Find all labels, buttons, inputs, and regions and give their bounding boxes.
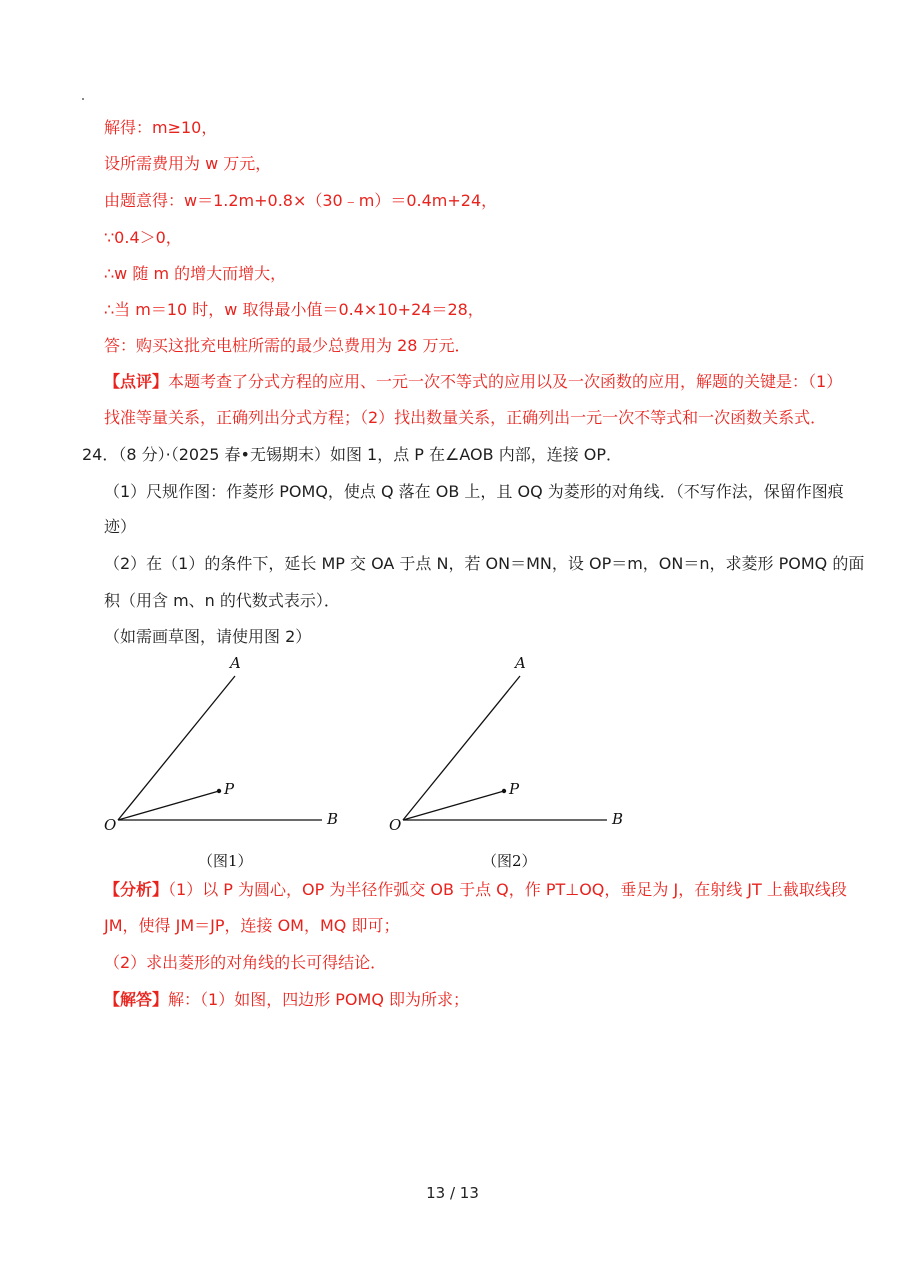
comment-line-2: 找准等量关系，正确列出分式方程；（2）找出数量关系，正确列出一元一次不等式和一次函数关系式． — [104, 408, 827, 427]
problem-part1-line-1: （1）尺规作图：作菱形 POMQ，使点 Q 落在 OB 上，且 OQ 为菱形的对角线．（不写作法，保留作图痕 — [104, 482, 844, 501]
point-p — [502, 789, 506, 793]
label-a: A — [230, 654, 241, 672]
analysis-line-2: JM，使得 JM＝JP，连接 OM，MQ 即可； — [104, 916, 400, 935]
figure-1-caption: （图1） — [198, 852, 253, 870]
point-p — [217, 789, 221, 793]
segment-op — [118, 791, 219, 820]
figure-2-diagram — [385, 650, 635, 835]
analysis-line-1 — [104, 880, 847, 900]
solution-line-3: 由题意得：w＝1.2m+0.8×（30﹣m）＝0.4m+24， — [104, 191, 498, 210]
solution-line-6: ∴当 m＝10 时，w 取得最小值＝0.4×10+24＝28， — [104, 300, 484, 319]
solution-line-1: 解得：m≥10， — [104, 118, 218, 137]
figure-1-diagram — [100, 650, 350, 835]
label-b: B — [327, 810, 339, 828]
problem-part2-line-1: （2）在（1）的条件下，延长 MP 交 OA 于点 N，若 ON＝MN，设 OP＝m，ON＝n，求菱形 POMQ 的面 — [104, 554, 865, 573]
solution-line-4: ∵0.4＞0， — [104, 228, 182, 247]
analysis-tag: 【分析】 — [104, 880, 169, 899]
problem-part2-line-2: 积（用含 m、n 的代数式表示）． — [104, 591, 340, 610]
problem-header: 24．（8 分）·（2025 春•无锡期末）如图 1，点 P 在∠AOB 内部，连接 OP． — [82, 445, 623, 464]
ray-oa — [403, 676, 520, 820]
solution-line-5: ∴w 随 m 的增大而增大， — [104, 264, 287, 283]
label-o: O — [104, 816, 117, 834]
label-a: A — [515, 654, 526, 672]
label-b: B — [612, 810, 624, 828]
figure-2-caption: （图2） — [482, 852, 537, 870]
page-number: 13 / 13 — [426, 1184, 479, 1202]
label-p: P — [509, 780, 520, 798]
analysis-text-1: （1）以 P 为圆心，OP 为半径作弧交 OB 于点 Q，作 PT⊥OQ，垂足为 J，在射线 JT 上截取线段 — [168, 880, 847, 899]
label-o: O — [389, 816, 402, 834]
answer-tag: 【解答】 — [104, 990, 169, 1009]
figure-1 — [100, 650, 350, 835]
answer-line-1 — [104, 990, 469, 1010]
answer-text-1: 解：（1）如图，四边形 POMQ 即为所求； — [168, 990, 470, 1009]
label-p: P — [224, 780, 235, 798]
comment-line-1 — [104, 372, 842, 392]
segment-op — [403, 791, 504, 820]
solution-line-2: 设所需费用为 w 万元， — [104, 154, 272, 173]
comment-tag: 【点评】 — [104, 372, 169, 391]
problem-part1-line-2: 迹） — [104, 517, 137, 536]
solution-line-7: 答：购买这批充电桩所需的最少总费用为 28 万元． — [104, 336, 471, 355]
analysis-line-3: （2）求出菱形的对角线的长可得结论． — [104, 953, 387, 972]
comment-text-1: 本题考查了分式方程的应用、一元一次不等式的应用以及一次函数的应用，解题的关键是：（1） — [168, 372, 843, 391]
problem-part3: （如需画草图，请使用图 2） — [104, 627, 312, 646]
scan-speck — [82, 98, 84, 100]
figure-2 — [385, 650, 635, 835]
ray-oa — [118, 676, 235, 820]
